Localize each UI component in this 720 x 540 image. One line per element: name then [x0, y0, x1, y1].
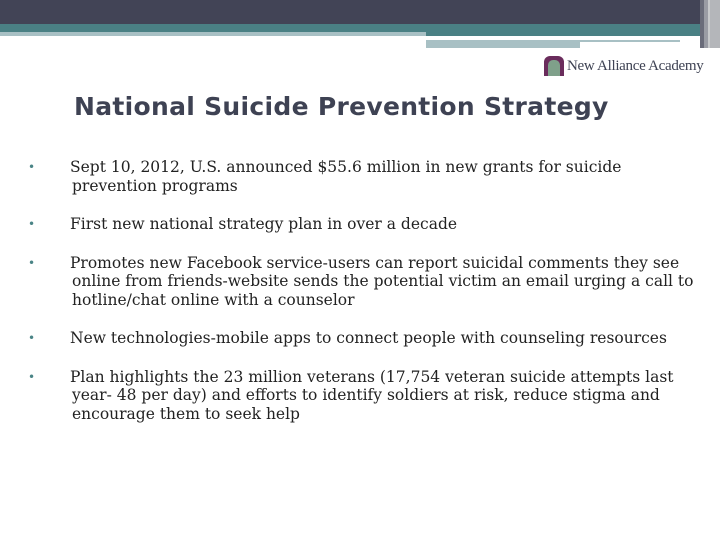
logo-text: New Alliance Academy [567, 57, 704, 74]
bullet-item [24, 329, 694, 348]
slide-title: National Suicide Prevention Strategy [74, 92, 609, 121]
logo-arch-icon [544, 56, 564, 76]
bullet-list [24, 158, 694, 443]
bullet-text: Plan highlights the 23 million veterans (17,754 veteran suicide attempts last year- 48 per day) and efforts to identify soldiers at risk, reduce stigma and encourage them to seek help [70, 367, 674, 423]
bullet-text: First new national strategy plan in over a decade [70, 215, 458, 233]
bullet-icon: • [28, 331, 36, 345]
header-light-band-lower [426, 42, 580, 48]
bullet-text: Promotes new Facebook service-users can report suicidal comments they see online from friends-website sends the potential victim an email urging a call to hotline/chat online with a counselor [70, 253, 694, 309]
logo [544, 56, 703, 76]
header-light-band [0, 32, 426, 36]
bullet-item [24, 254, 694, 310]
bullet-item [24, 158, 694, 195]
bullet-text: New technologies-mobile apps to connect people with counseling resources [70, 329, 667, 347]
bullet-icon: • [28, 217, 36, 231]
header-teal-band [0, 24, 700, 32]
bullet-icon: • [28, 255, 36, 270]
bullet-item [24, 368, 694, 424]
bullet-text: Sept 10, 2012, U.S. announced $55.6 million in new grants for suicide prevention programs [70, 158, 622, 195]
header-teal-extension [426, 32, 700, 36]
header-stripe [710, 0, 720, 48]
bullet-icon: • [28, 160, 36, 174]
bullet-icon: • [28, 369, 36, 384]
header-dark-band [0, 0, 700, 24]
bullet-item [24, 215, 694, 234]
